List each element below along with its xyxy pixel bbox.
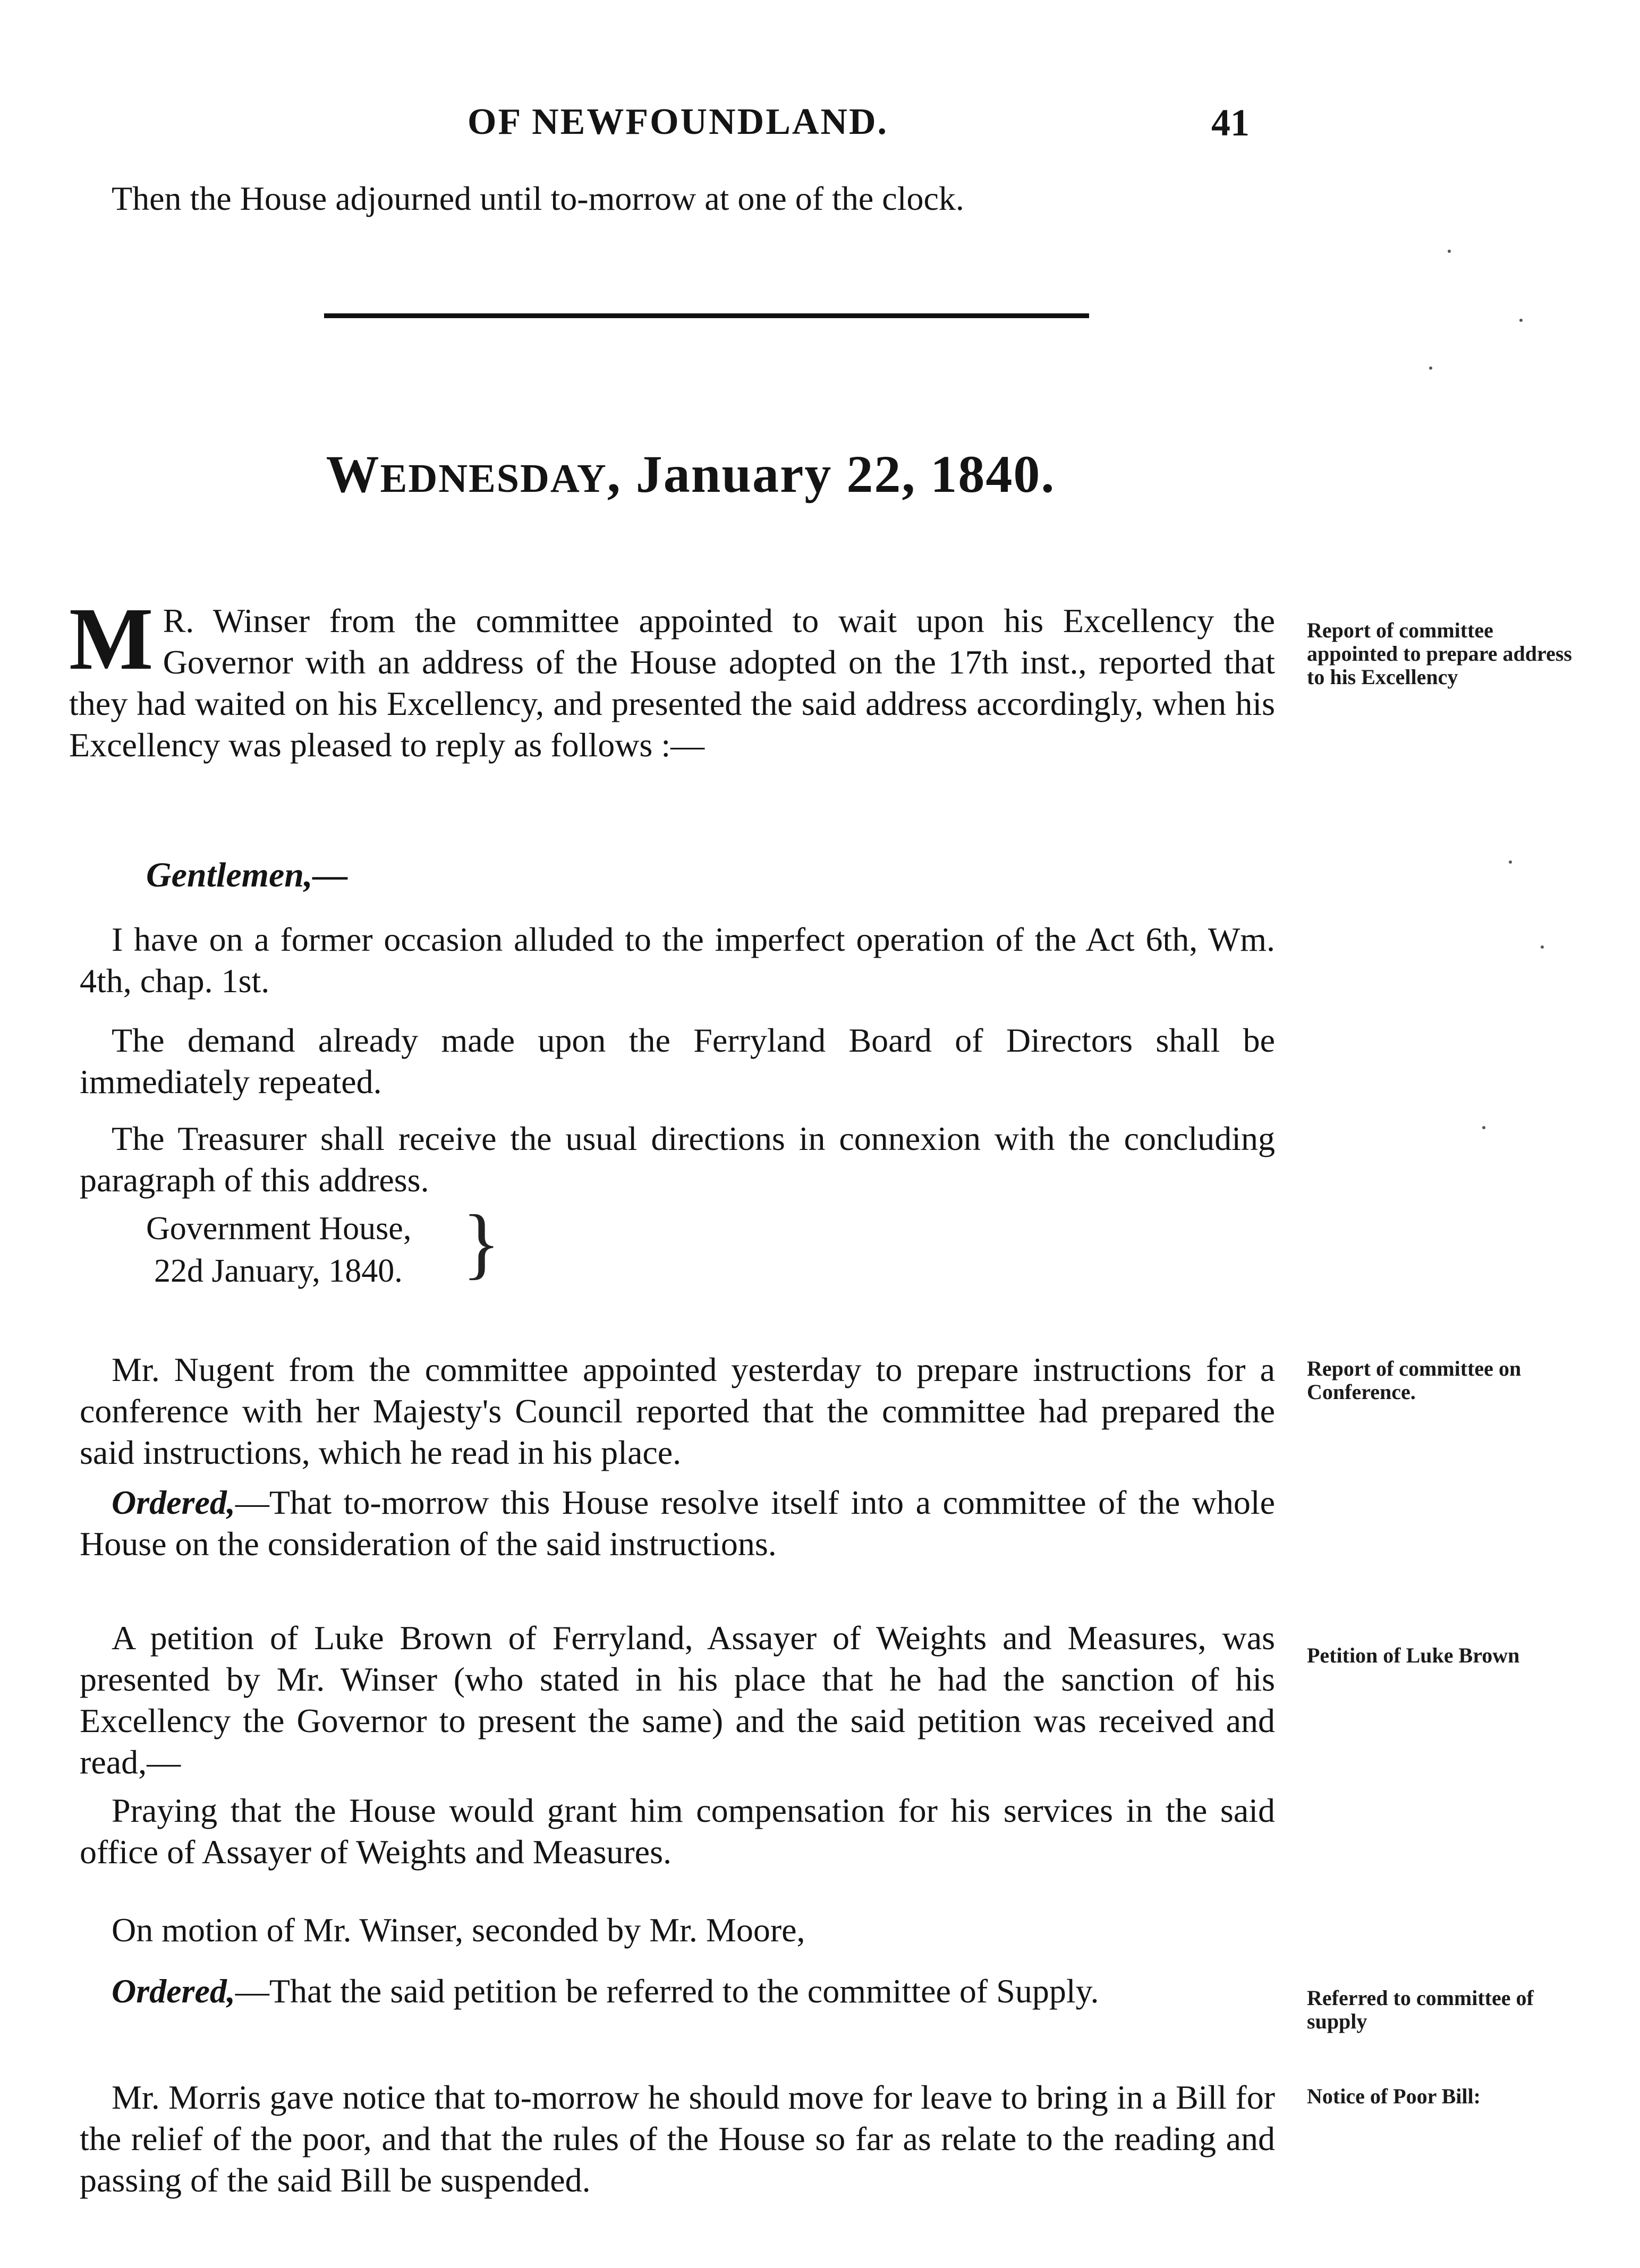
scan-speck (1448, 250, 1451, 253)
drop-cap: M (69, 590, 154, 688)
date-heading-day-rest: EDNESDAY (380, 456, 607, 501)
nugent-report-paragraph: Mr. Nugent from the committee appointed yesterday to prepare instructions for a conference with her Majesty's Council reported that the committee had prepared the said instructions, which he read in his place. (80, 1351, 1275, 1471)
signature-line-2: 22d January, 1840. (154, 1253, 403, 1289)
morris-notice-paragraph: Mr. Morris gave notice that to-morrow he should move for leave to bring in a Bill for the relief of the poor, and that the rules of the House so far as relate to the reading and passing of the said Bill be suspended. (80, 2078, 1275, 2199)
margin-note-referred-supply: Referred to committee of supply (1307, 1986, 1534, 2033)
date-heading (106, 444, 1275, 505)
ordered-paragraph-1 (80, 1482, 1275, 1565)
winser-report-paragraph (69, 590, 1275, 766)
reply-paragraph-3: The Treasurer shall receive the usual directions in connexion with the concluding paragraph of this address. (80, 1120, 1275, 1199)
margin-note-poor-bill: Notice of Poor Bill: (1307, 2084, 1481, 2108)
scan-speck (1519, 319, 1523, 322)
reply-paragraph-1: I have on a former occasion alluded to the imperfect operation of the Act 6th, Wm. 4th, chap. 1st. (80, 920, 1275, 1000)
section-divider (324, 313, 1089, 318)
reply-paragraph-2: The demand already made upon the Ferryland Board of Directors shall be immediately repeated. (80, 1021, 1275, 1101)
ordered-text-2: —That the said petition be referred to the committee of Supply. (235, 1972, 1099, 2010)
signature-line-1: Government House, (146, 1210, 412, 1247)
date-heading-day-initial: W (326, 445, 380, 504)
scan-speck (1541, 945, 1544, 949)
margin-note-petition-brown: Petition of Luke Brown (1307, 1643, 1520, 1667)
ordered-label-1: Ordered, (112, 1483, 235, 1521)
page-number: 41 (1211, 101, 1250, 144)
scan-speck (1429, 366, 1432, 370)
praying-paragraph: Praying that the House would grant him compensation for his services in the said office of Assayer of Weights and Measures. (80, 1792, 1275, 1871)
motion-line: On motion of Mr. Winser, seconded by Mr. Moore, (112, 1911, 805, 1949)
date-heading-date: , January 22, 1840. (607, 445, 1056, 504)
scan-speck (1509, 860, 1512, 864)
page-header (106, 101, 1275, 159)
margin-note-report-conference: Report of committee on Conference. (1307, 1357, 1522, 1404)
petition-paragraph: A petition of Luke Brown of Ferryland, Assayer of Weights and Measures, was presented by Mr. Winser (who stated in his place that he had the sanction of his Excellency the Governor to present the same) and the said petition was received and read,— (80, 1619, 1275, 1781)
ordered-text-1: —That to-morrow this House resolve itself into a committee of the whole House on the consideration of the said instructions. (80, 1483, 1275, 1563)
signature-brace: } (462, 1199, 500, 1287)
running-head: OF NEWFOUNDLAND. (468, 101, 889, 142)
winser-report-text: R. Winser from the committee appointed to wait upon his Excellency the Governor with an address of the House adopted on the 17th inst., reported that they had waited on his Excellency, and presented the said address accordingly, when his Excellency was pleased to reply as follows :— (69, 602, 1275, 764)
scan-speck (1482, 1126, 1485, 1129)
adjournment-line: Then the House adjourned until to-morrow at one of the clock. (112, 180, 964, 217)
ordered-label-2: Ordered, (112, 1972, 235, 2010)
reply-salutation: Gentlemen,— (146, 856, 348, 894)
margin-note-report-committee: Report of committee appointed to prepare address to his Excellency (1307, 618, 1572, 689)
ordered-paragraph-2 (112, 1971, 1280, 2012)
